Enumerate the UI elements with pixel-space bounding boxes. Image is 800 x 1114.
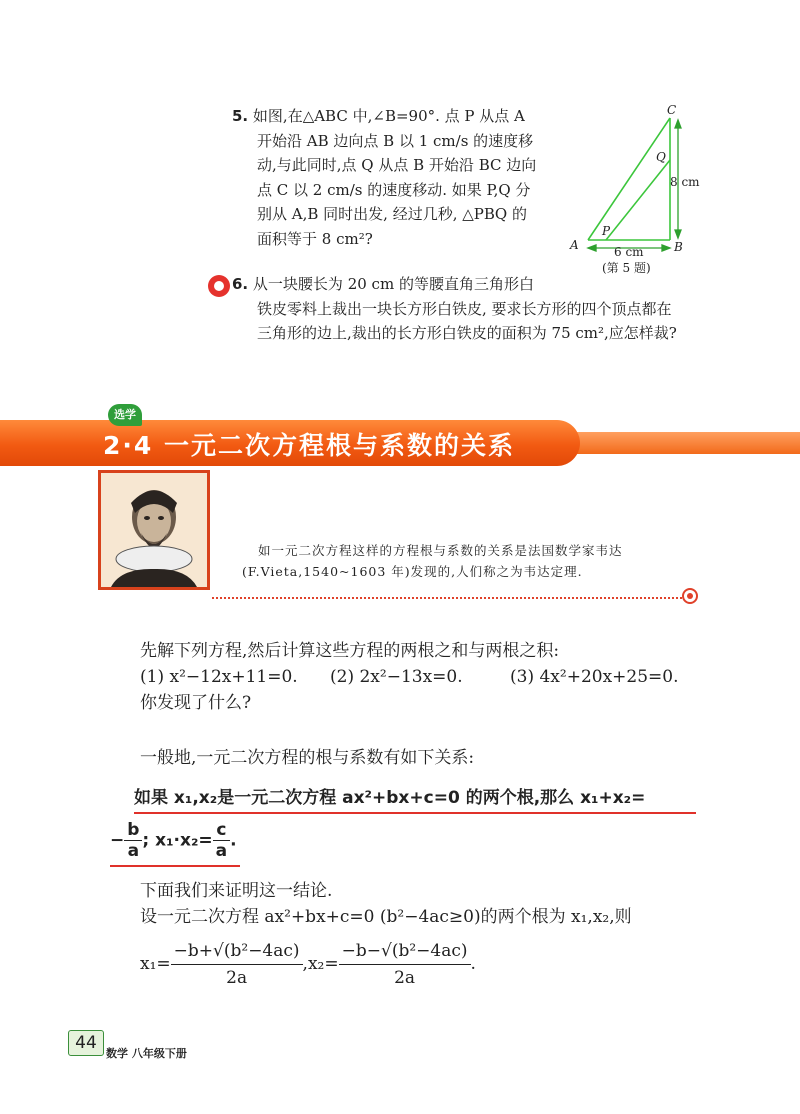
general-statement: 一般地,一元二次方程的根与系数有如下关系:: [140, 748, 475, 768]
problem-5-line-5: 别从 A,B 同时出发, 经过几秒, △PBQ 的: [257, 205, 527, 223]
root-formula: x₁= $\frac{\text{−b+√(b²−4ac)}}{2a}$ ,x₂= $\frac{\text{−b−√(b²−4ac)}}{2a}$ .: [140, 938, 476, 991]
theorem-underline-1: [134, 812, 696, 814]
proof-block: [140, 878, 740, 930]
label-c: C: [667, 104, 677, 117]
problem-5: [232, 104, 562, 251]
formula-x2: $\frac{\text{−b−√(b²−4ac)}}{2a}$: [339, 938, 471, 991]
bc-arrow-down: [675, 230, 681, 238]
vieta-portrait: [98, 470, 210, 590]
divider-end-icon: [682, 588, 698, 604]
proof-line-2: 设一元二次方程 ax²+bx+c=0 (b²−4ac≥0)的两个根为 x₁,x₂,则: [140, 907, 632, 927]
fraction-c-over-a: $\frac{c}{a}$: [213, 820, 230, 861]
problem-6-line-2: 铁皮零料上裁出一块长方形白铁皮, 要求长方形的四个顶点都在: [257, 299, 672, 318]
formula-x1: $\frac{\text{−b+√(b²−4ac)}}{2a}$: [171, 938, 303, 991]
bc-arrow-up: [675, 120, 681, 128]
intro-line: 先解下列方程,然后计算这些方程的两根之和与两根之积:: [140, 641, 560, 661]
portrait-caption: [242, 540, 692, 582]
label-a: A: [570, 238, 579, 252]
exercise-icon: [208, 275, 230, 297]
problem-6: [232, 272, 722, 346]
problem-5-line-4: 点 C 以 2 cm/s 的速度移动. 如果 P,Q 分: [257, 180, 531, 199]
label-b: B: [674, 240, 683, 254]
intro-block: [140, 638, 740, 716]
page-number: 44: [68, 1030, 104, 1056]
length-ab: 6 cm: [614, 245, 644, 259]
ab-arrow-right: [662, 245, 670, 251]
proof-line-1: 下面我们来证明这一结论.: [140, 881, 333, 901]
figure-caption: (第 5 题): [602, 261, 651, 274]
fraction-b-over-a: $\frac{b}{a}$: [124, 820, 142, 861]
equation-1: (1) x²−12x+11=0.: [140, 667, 298, 687]
equation-3: (3) 4x²+20x+25=0.: [510, 667, 679, 687]
dotted-divider: [212, 597, 682, 599]
theorem-line-1: 如果 x₁,x₂是一元二次方程 ax²+bx+c=0 的两个根,那么 x₁+x₂=: [134, 788, 646, 808]
problem-6-line-1: 6. 从一块腰长为 20 cm 的等腰直角三角形白: [232, 275, 534, 293]
side-ac: [588, 118, 670, 240]
triangle-figure: [566, 104, 706, 274]
caption-line-1: 如一元二次方程这样的方程根与系数的关系是法国数学家韦达: [258, 543, 623, 558]
caption-line-2: (F.Vieta,1540~1603 年)发现的,人们称之为韦达定理.: [242, 564, 583, 579]
question-line: 你发现了什么?: [140, 693, 252, 713]
problem-5-line-3: 动,与此同时,点 Q 从点 B 开始沿 BC 边向: [257, 156, 537, 174]
label-q: Q: [656, 150, 666, 164]
theorem-underline-2: [110, 865, 240, 867]
problem-5-line-1: 5. 如图,在△ABC 中,∠B=90°. 点 P 从点 A: [232, 107, 525, 125]
equation-row: [140, 664, 740, 690]
equation-2: (2) 2x²−13x=0.: [330, 667, 463, 687]
banner-tail: [560, 432, 800, 454]
ab-arrow-left: [588, 245, 596, 251]
problem-6-line-3: 三角形的边上,裁出的长方形白铁皮的面积为 75 cm²,应怎样裁?: [257, 324, 677, 342]
label-p: P: [602, 224, 611, 238]
problem-5-number: 5.: [232, 107, 249, 125]
section-title: 2·4 一元二次方程根与系数的关系: [103, 431, 515, 460]
problem-5-line-6: 面积等于 8 cm²?: [257, 229, 373, 248]
triangle-lines: [588, 118, 670, 240]
elective-badge: 选学: [108, 404, 142, 426]
length-bc: 8 cm: [670, 175, 700, 189]
theorem-line-2: − $\frac{b}{a}$ ; x₁·x₂= $\frac{c}{a}$ .: [110, 820, 237, 861]
book-title: 数学 八年级下册: [106, 1047, 187, 1060]
portrait-drawing: [101, 473, 207, 587]
problem-6-number: 6.: [232, 275, 249, 293]
problem-5-line-2: 开始沿 AB 边向点 B 以 1 cm/s 的速度移: [257, 131, 534, 150]
